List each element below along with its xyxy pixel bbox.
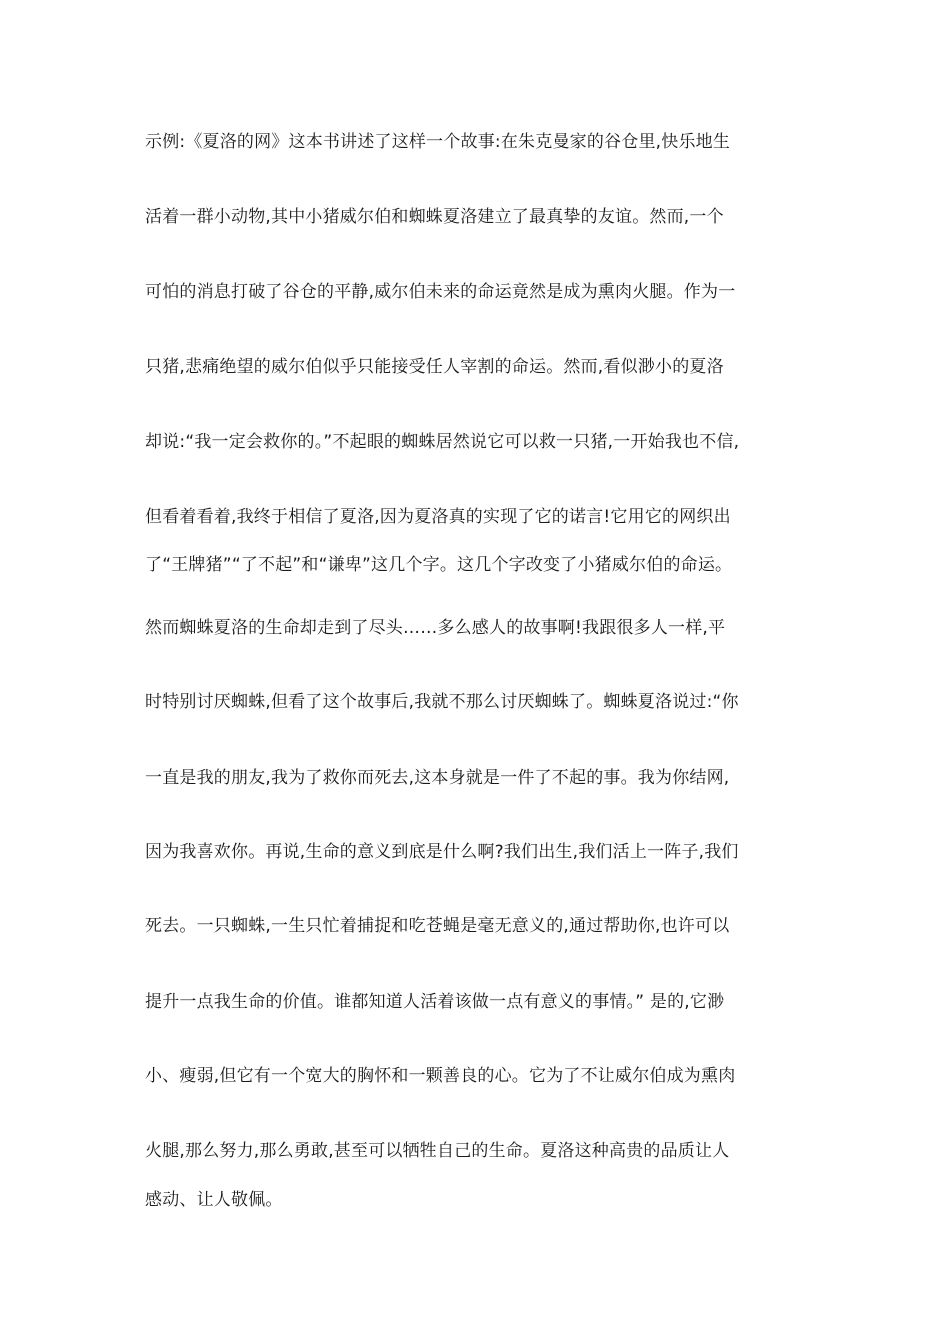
text-line-13: 提升一点我生命的价值。谁都知道人活着该做一点有意义的事情。” 是的,它渺 bbox=[145, 992, 725, 1012]
text-line-10: 一直是我的朋友,我为了救你而死去,这本身就是一件了不起的事。我为你结网, bbox=[145, 768, 730, 788]
text-line-8: 然而蜘蛛夏洛的生命却走到了尽头……多么感人的故事啊!我跟很多人一样,平 bbox=[145, 618, 726, 638]
text-line-15: 火腿,那么努力,那么勇敢,甚至可以牺牲自己的生命。夏洛这种高贵的品质让人 bbox=[145, 1141, 730, 1161]
text-line-5: 却说:“我一定会救你的。”不起眼的蜘蛛居然说它可以救一只猪,一开始我也不信, bbox=[145, 432, 740, 452]
text-line-6: 但看着看着,我终于相信了夏洛,因为夏洛真的实现了它的诺言!它用它的网织出 bbox=[145, 507, 731, 527]
text-line-7: 了“王牌猪”“了不起”和“谦卑”这几个字。这几个字改变了小猪威尔伯的命运。 bbox=[145, 555, 733, 575]
text-line-4: 只猪,悲痛绝望的威尔伯似乎只能接受任人宰割的命运。然而,看似渺小的夏洛 bbox=[145, 357, 724, 377]
text-line-11: 因为我喜欢你。再说,生命的意义到底是什么啊?我们出生,我们活上一阵子,我们 bbox=[145, 842, 739, 862]
text-line-12: 死去。一只蜘蛛,一生只忙着捕捉和吃苍蝇是毫无意义的,通过帮助你,也许可以 bbox=[145, 916, 730, 936]
text-line-3: 可怕的消息打破了谷仓的平静,威尔伯未来的命运竟然是成为熏肉火腿。作为一 bbox=[145, 282, 736, 302]
text-line-14: 小、瘦弱,但它有一个宽大的胸怀和一颗善良的心。它为了不让威尔伯成为熏肉 bbox=[145, 1066, 736, 1086]
text-line-1: 示例:《夏洛的网》这本书讲述了这样一个故事:在朱克曼家的谷仓里,快乐地生 bbox=[145, 132, 731, 152]
text-line-2: 活着一群小动物,其中小猪威尔伯和蜘蛛夏洛建立了最真挚的友谊。然而,一个 bbox=[145, 207, 724, 227]
text-line-9: 时特别讨厌蜘蛛,但看了这个故事后,我就不那么讨厌蜘蛛了。蜘蛛夏洛说过:“你 bbox=[145, 692, 739, 712]
text-line-16: 感动、让人敬佩。 bbox=[145, 1190, 283, 1210]
